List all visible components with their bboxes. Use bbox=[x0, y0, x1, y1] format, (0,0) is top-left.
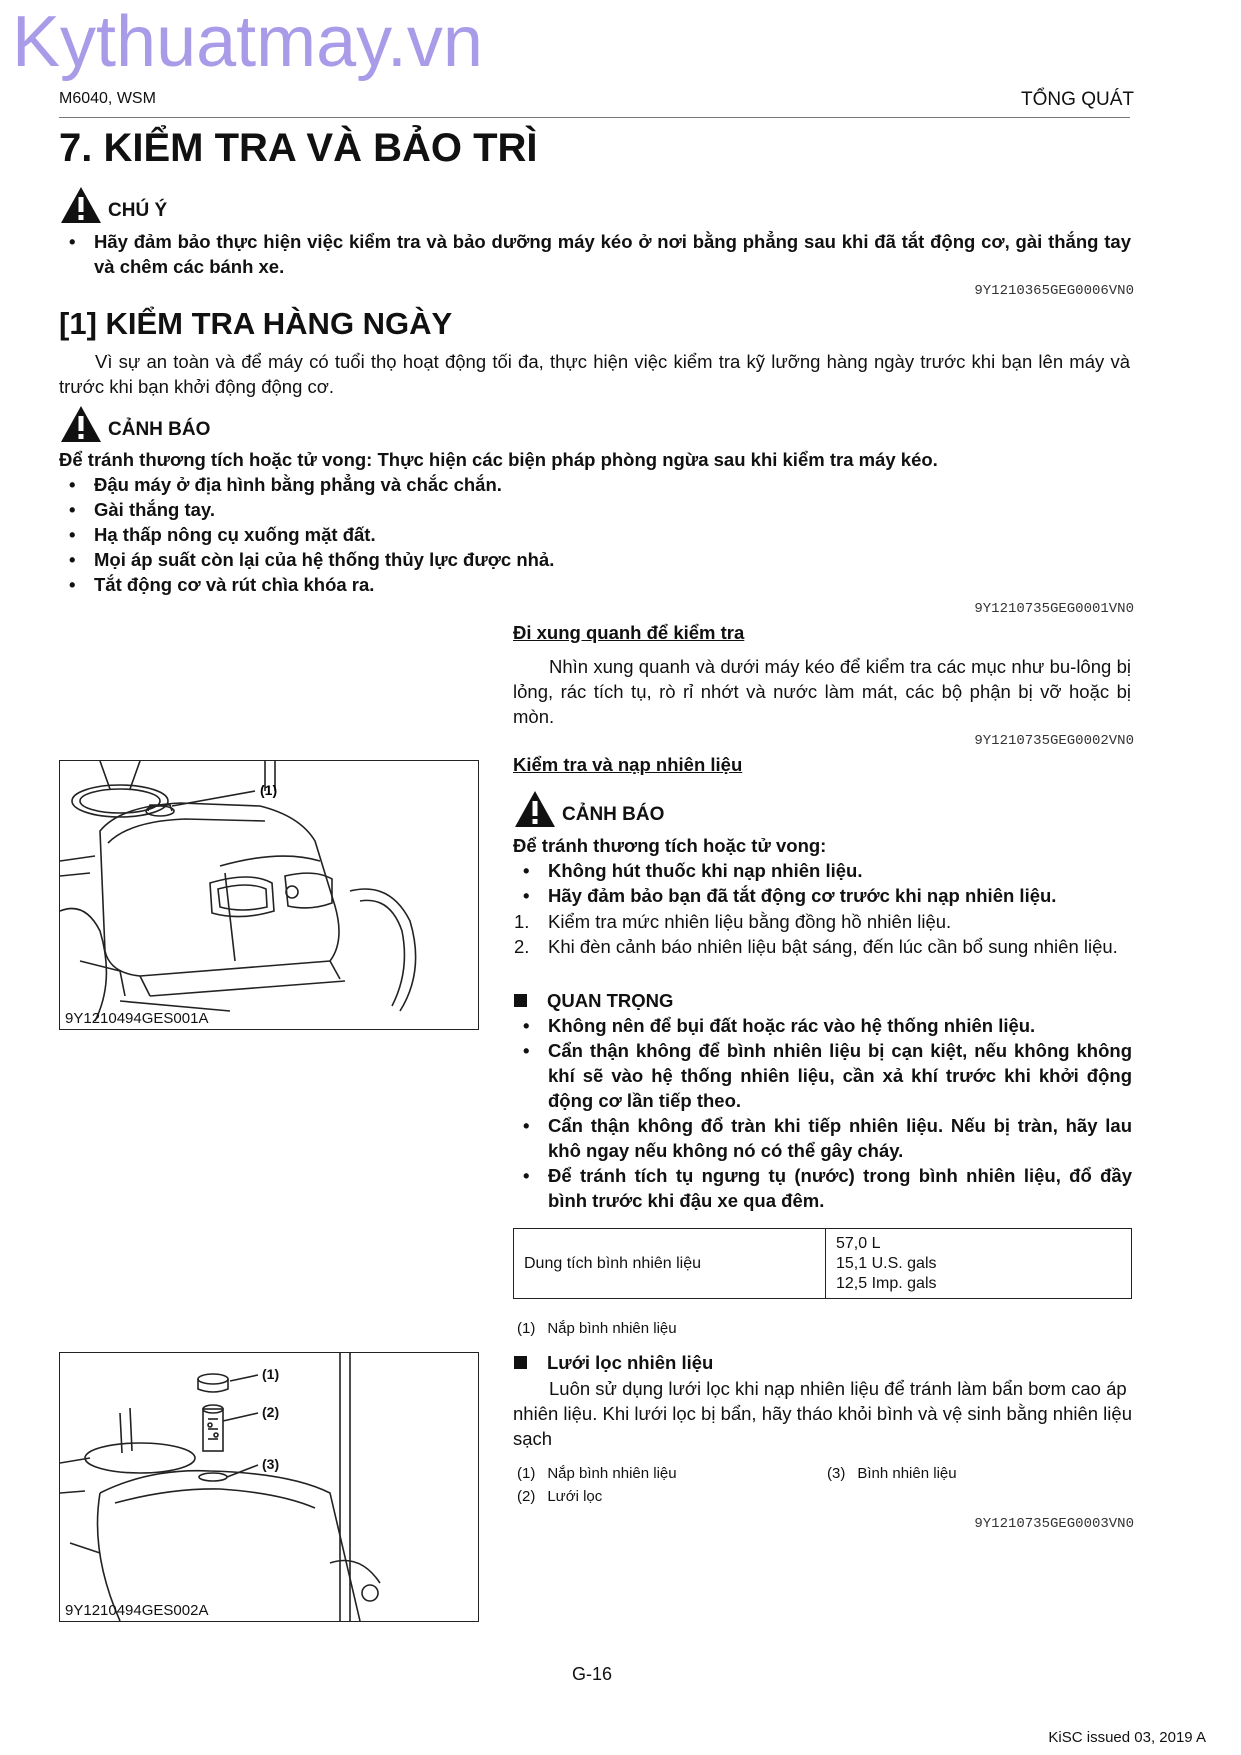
important-label: QUAN TRỌNG bbox=[547, 990, 674, 1011]
caution-text: Hãy đảm bảo thực hiện việc kiểm tra và bảo dưỡng máy kéo ở nơi bằng phẳng sau khi đã tắt động cơ, gài thắng tay và chêm các bánh xe. bbox=[94, 231, 1131, 277]
list-item: 2. Khi đèn cảnh báo nhiên liệu bật sáng, đến lúc cần bổ sung nhiên liệu. bbox=[514, 936, 1118, 957]
caution-bullet: • Hãy đảm bảo thực hiện việc kiểm tra và bảo dưỡng máy kéo ở nơi bằng phẳng sau khi đã tắt động cơ, gài thắng tay và chêm các bánh xe. bbox=[69, 231, 1131, 277]
square-bullet-icon bbox=[514, 994, 527, 1007]
fig1-legend: (1) Nắp bình nhiên liệu bbox=[517, 1320, 677, 1337]
figure-tractor-hood bbox=[59, 760, 479, 1030]
fig2-id: 9Y1210494GES002A bbox=[65, 1602, 209, 1619]
list-item: • Tắt động cơ và rút chìa khóa ra. bbox=[69, 574, 375, 595]
fuel-title: Kiểm tra và nạp nhiên liệu bbox=[513, 754, 743, 775]
warning-triangle-icon bbox=[60, 405, 102, 443]
fig2-callout-1: (1) bbox=[262, 1366, 280, 1382]
warning-label: CẢNH BÁO bbox=[108, 419, 211, 440]
caution-code: 9Y1210365GEG0006VN0 bbox=[974, 283, 1134, 299]
warning-heading bbox=[60, 405, 210, 443]
fig2-callout-3: (3) bbox=[262, 1456, 280, 1472]
walkaround-title: Đi xung quanh để kiểm tra bbox=[513, 622, 745, 643]
fuel-capacity-table bbox=[513, 1228, 1132, 1299]
watermark-text: Kythuatmay.vn bbox=[12, 2, 483, 82]
strainer-legend-2: (2) Lưới lọc bbox=[517, 1488, 603, 1505]
list-item: • Mọi áp suất còn lại của hệ thống thủy lực được nhả. bbox=[69, 549, 555, 570]
table-row bbox=[514, 1229, 1132, 1299]
fuel-warning-lead: Để tránh thương tích hoặc tử vong: bbox=[513, 835, 827, 856]
fuel-steps bbox=[514, 909, 1132, 959]
issue-note: KiSC issued 03, 2019 A bbox=[1048, 1729, 1206, 1746]
strainer-body: Luôn sử dụng lưới lọc khi nạp nhiên liệu để tránh làm bẩn bơm cao áp nhiên liệu. Khi lưới lọc bị bẩn, hãy tháo khỏi bình và vệ sinh bằng nhiên liệu sạch bbox=[513, 1378, 1132, 1449]
fuel-warning-heading bbox=[514, 790, 664, 828]
list-item: • Cẩn thận không để bình nhiên liệu bị cạn kiệt, nếu không không khí sẽ vào hệ thống nhiên liệu, cần xả khí trước khi khởi động động cơ lần tiếp theo. bbox=[523, 1040, 1132, 1111]
caution-label: CHÚ Ý bbox=[108, 200, 168, 221]
page-number: G-16 bbox=[572, 1664, 613, 1684]
warning-triangle-icon bbox=[514, 790, 556, 828]
important-list bbox=[514, 1013, 1132, 1213]
strainer-legend-3: (3) Bình nhiên liệu bbox=[827, 1465, 957, 1482]
walkaround-body: Nhìn xung quanh và dưới máy kéo để kiểm tra các mục như bu-lông bị lỏng, rác tích tụ, rò rỉ nhớt và nước làm mát, các bộ phận bị vỡ hoặc bị mòn. bbox=[513, 656, 1131, 727]
figure-fuel-strainer bbox=[59, 1352, 479, 1622]
fig1-callout-1: (1) bbox=[260, 782, 278, 798]
list-item: • Để tránh tích tụ ngưng tụ (nước) trong bình nhiên liệu, đổ đầy bình trước khi đậu xe qua đêm. bbox=[523, 1165, 1132, 1211]
list-item: • Hạ thấp nông cụ xuống mặt đất. bbox=[69, 524, 376, 545]
section-code: 9Y1210735GEG0001VN0 bbox=[974, 601, 1134, 617]
fig1-id: 9Y1210494GES001A bbox=[65, 1010, 209, 1027]
important-heading bbox=[514, 988, 673, 1013]
list-item: • Cẩn thận không đổ tràn khi tiếp nhiên liệu. Nếu bị tràn, hãy lau khô ngay nếu không nó có thể gây cháy. bbox=[523, 1115, 1132, 1161]
caution-heading bbox=[60, 186, 167, 224]
fuel-strainer-illustration bbox=[60, 1353, 478, 1621]
list-item: • Không hút thuốc khi nạp nhiên liệu. bbox=[523, 860, 863, 881]
header-section: TỔNG QUÁT bbox=[1021, 89, 1134, 110]
fig2-callout-2: (2) bbox=[262, 1404, 280, 1420]
section-intro: Vì sự an toàn và để máy có tuổi thọ hoạt động tối đa, thực hiện việc kiểm tra kỹ lưỡng hàng ngày trước khi bạn lên máy và trước khi bạn khởi động động cơ. bbox=[59, 351, 1130, 397]
table-cell-values: 57,0 L 15,1 U.S. gals 12,5 Imp. gals bbox=[826, 1229, 1132, 1299]
page-title: 7. KIỂM TRA VÀ BẢO TRÌ bbox=[59, 126, 538, 170]
list-item: • Gài thắng tay. bbox=[69, 499, 215, 520]
list-item: • Không nên để bụi đất hoặc rác vào hệ thống nhiên liệu. bbox=[523, 1015, 1036, 1036]
warning-list bbox=[60, 472, 1131, 597]
tractor-hood-illustration bbox=[60, 761, 478, 1029]
walkaround-code: 9Y1210735GEG0002VN0 bbox=[974, 733, 1134, 749]
list-item: • Đậu máy ở địa hình bằng phẳng và chắc chắn. bbox=[69, 474, 502, 495]
fuel-warning-list bbox=[514, 858, 1132, 908]
list-item: 1. Kiểm tra mức nhiên liệu bằng đồng hồ nhiên liệu. bbox=[514, 911, 952, 932]
header-model: M6040, WSM bbox=[59, 90, 156, 107]
header-rule bbox=[59, 117, 1130, 118]
strainer-heading bbox=[514, 1350, 713, 1375]
strainer-code: 9Y1210735GEG0003VN0 bbox=[974, 1516, 1134, 1532]
list-item: • Hãy đảm bảo bạn đã tắt động cơ trước khi nạp nhiên liệu. bbox=[523, 885, 1057, 906]
square-bullet-icon bbox=[514, 1356, 527, 1369]
section-title: [1] KIỂM TRA HÀNG NGÀY bbox=[59, 306, 453, 341]
fuel-warning-label: CẢNH BÁO bbox=[562, 804, 665, 825]
warning-lead: Để tránh thương tích hoặc tử vong: Thực hiện các biện pháp phòng ngừa sau khi kiểm tra máy kéo. bbox=[59, 449, 938, 470]
table-cell-label: Dung tích bình nhiên liệu bbox=[514, 1229, 826, 1299]
strainer-title: Lưới lọc nhiên liệu bbox=[547, 1352, 714, 1373]
warning-triangle-icon bbox=[60, 186, 102, 224]
strainer-legend-1: (1) Nắp bình nhiên liệu bbox=[517, 1465, 677, 1482]
